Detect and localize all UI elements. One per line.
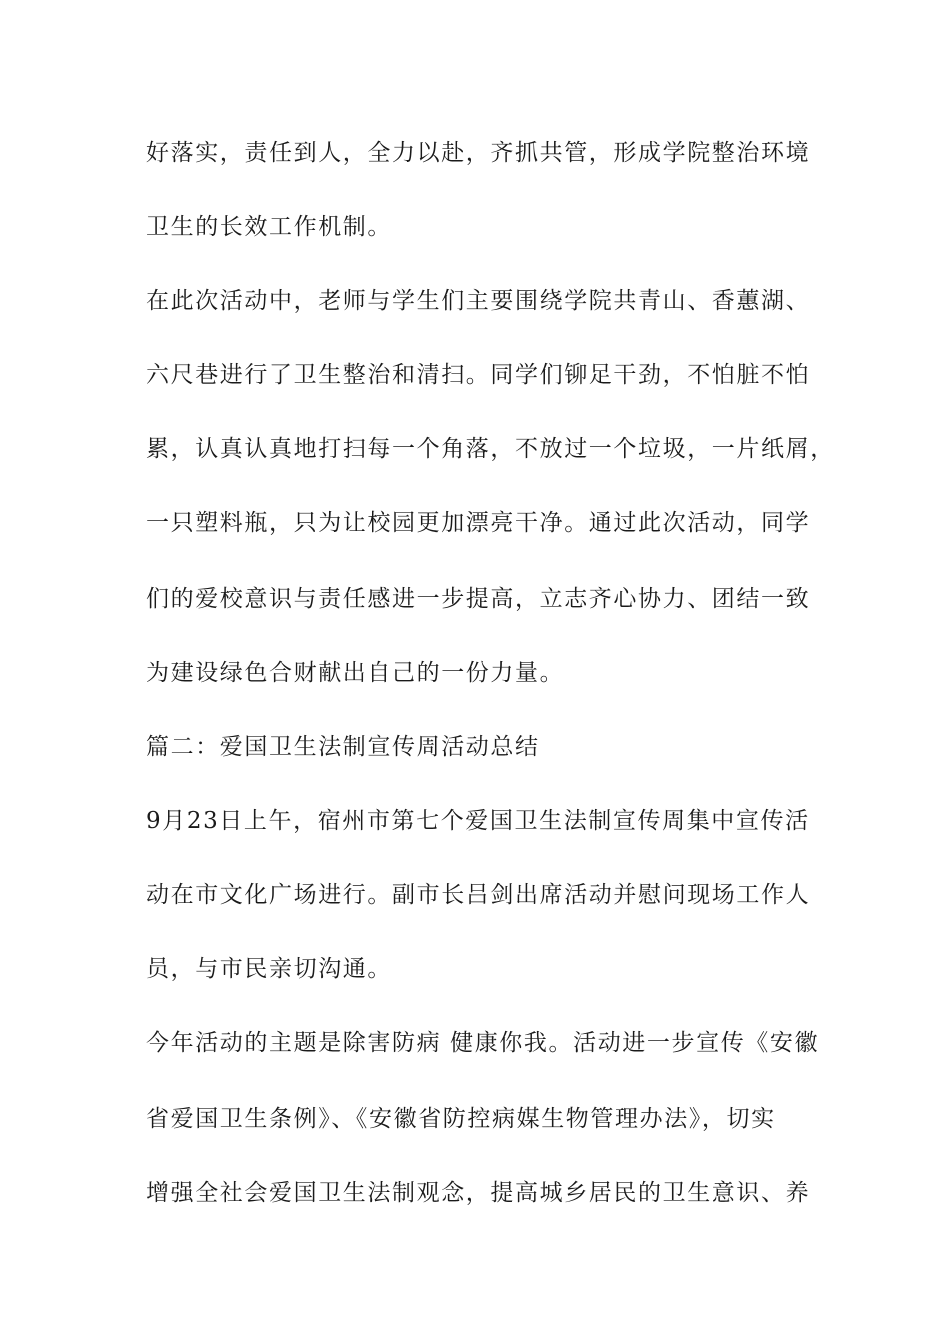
text-line: 今年活动的主题是除害防病 健康你我。活动进一步宣传《安徽 (146, 1030, 820, 1056)
text-line: 省爱国卫生条例》、《安徽省防控病媒生物管理办法》，切实 (146, 1106, 776, 1132)
text-line: 增强全社会爱国卫生法制观念，提高城乡居民的卫生意识、养 (146, 1180, 811, 1206)
text-line: 累，认真认真地打扫每一个角落，不放过一个垃圾，一片纸屑， (146, 436, 835, 462)
text-line: 在此次活动中，老师与学生们主要围绕学院共青山、香蕙湖、 (146, 288, 811, 314)
section-heading: 篇二：爱国卫生法制宣传周活动总结 (146, 734, 540, 760)
text-line: 9月23日上午，宿州市第七个爱国卫生法制宣传周集中宣传活 (146, 808, 810, 834)
text-line: 为建设绿色合财献出自己的一份力量。 (146, 660, 565, 686)
text-line: 员，与市民亲切沟通。 (146, 956, 392, 982)
text-line: 好落实，责任到人，全力以赴，齐抓共管，形成学院整治环境 (146, 140, 811, 166)
text-line: 六尺巷进行了卫生整治和清扫。同学们铆足干劲，不怕脏不怕 (146, 362, 811, 388)
text-line: 卫生的长效工作机制。 (146, 214, 392, 240)
text-line: 一只塑料瓶，只为让校园更加漂亮干净。通过此次活动，同学 (146, 510, 811, 536)
text-line: 动在市文化广场进行。副市长吕剑出席活动并慰问现场工作人 (146, 882, 811, 908)
text-line: 们的爱校意识与责任感进一步提高，立志齐心协力、团结一致 (146, 586, 811, 612)
